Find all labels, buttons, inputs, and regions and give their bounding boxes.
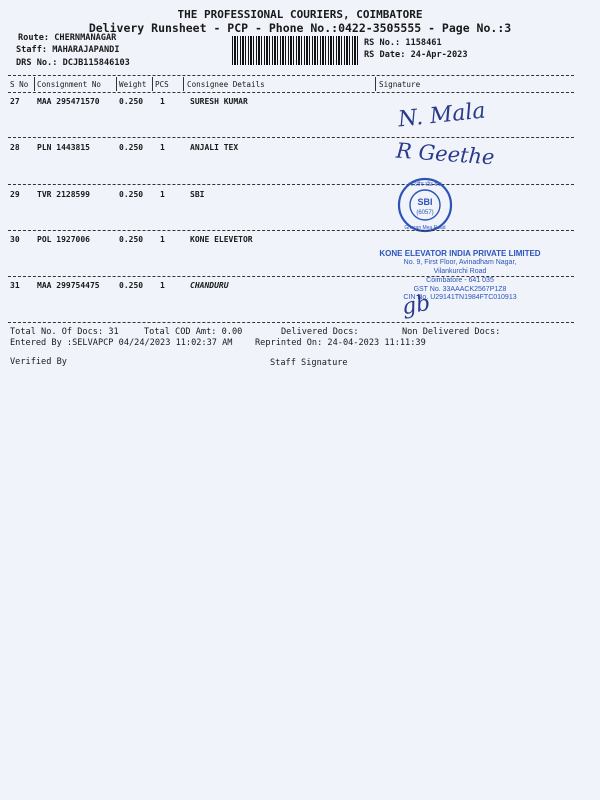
staff-signature-label: Staff Signature xyxy=(270,358,348,368)
kone-stamp-address1: No. 9, First Floor, Avinadham Nagar, xyxy=(403,259,517,266)
row-27-pcs: 1 xyxy=(160,97,165,106)
route-value: CHERNMANAGAR xyxy=(54,33,117,43)
entered-by: Entered By :SELVAPCP 04/24/2023 11:02:37 AM xyxy=(10,338,233,348)
row-31-sno: 31 xyxy=(10,281,20,290)
kone-stamp-cin: CIN No. U29141TN1984FTC010913 xyxy=(403,294,517,301)
row-29-consignment: TVR 2128599 xyxy=(37,190,90,199)
sbi-stamp-top: भारतीय स्टेट बैंक xyxy=(408,182,442,188)
row-31-weight: 0.250 xyxy=(119,281,144,290)
col-signature: Signature xyxy=(379,80,421,89)
kone-stamp-address2: Vilankurchi Road xyxy=(433,268,487,275)
staff-label: Staff: xyxy=(16,45,48,55)
staff-value: MAHARAJAPANDI xyxy=(52,45,120,55)
col-pcs: PCS xyxy=(155,80,169,89)
row-28-weight: 0.250 xyxy=(119,143,144,152)
col-divider xyxy=(375,77,376,91)
total-docs-value: 31 xyxy=(108,327,119,337)
staff-line xyxy=(16,45,120,55)
row-separator xyxy=(8,230,574,231)
rs-date-value: 24-Apr-2023 xyxy=(410,50,468,60)
row-separator xyxy=(8,137,574,138)
row-29-sno: 29 xyxy=(10,190,20,199)
row-31-pcs: 1 xyxy=(160,281,165,290)
sbi-stamp-bottom: Gheran Mea Road xyxy=(404,225,446,231)
col-divider xyxy=(116,77,117,91)
route-line xyxy=(18,33,116,43)
row-29-consignee: SBI xyxy=(190,190,205,199)
row-31-signature: gb xyxy=(400,290,433,321)
row-31-consignment: MAA 299754475 xyxy=(37,281,100,290)
table-top-rule xyxy=(8,75,574,76)
route-label: Route: xyxy=(18,33,50,43)
row-30-sno: 30 xyxy=(10,235,20,244)
col-divider xyxy=(34,77,35,91)
rs-date-label: RS Date: xyxy=(364,50,406,60)
rs-no-value: 1158461 xyxy=(405,38,442,48)
row-28-signature: R Geethe xyxy=(395,138,496,170)
reprinted-on: Reprinted On: 24-04-2023 11:11:39 xyxy=(255,338,426,348)
kone-stamp-city: Coimbatore - 641 035 xyxy=(426,277,494,284)
row-29-pcs: 1 xyxy=(160,190,165,199)
row-28-sno: 28 xyxy=(10,143,20,152)
row-30-weight: 0.250 xyxy=(119,235,144,244)
total-docs-label: Total No. Of Docs: xyxy=(10,327,104,337)
col-divider xyxy=(183,77,184,91)
runsheet-subtitle: Delivery Runsheet - PCP - Phone No.:0422-3505555 - Page No.:3 xyxy=(88,21,512,35)
col-weight: Weight xyxy=(119,80,147,89)
barcode xyxy=(232,36,358,65)
row-28-pcs: 1 xyxy=(160,143,165,152)
rs-date-line xyxy=(364,50,468,60)
sbi-stamp-code: (6057) xyxy=(416,210,434,216)
row-29-weight: 0.250 xyxy=(119,190,144,199)
row-27-consignee: SURESH KUMAR xyxy=(190,97,248,106)
row-31-consignee: CHANDURU xyxy=(190,281,229,290)
kone-stamp-gst: GST No. 33AAACK2567P1Z8 xyxy=(413,286,507,293)
row-27-weight: 0.250 xyxy=(119,97,144,106)
row-28-consignee: ANJALI TEX xyxy=(190,143,239,152)
row-separator xyxy=(8,184,574,185)
totals-line xyxy=(10,327,119,337)
cod-label: Total COD Amt: xyxy=(144,327,217,337)
row-30-consignment: POL 1927006 xyxy=(37,235,90,244)
row-27-sno: 27 xyxy=(10,97,20,106)
row-28-consignment: PLN 1443815 xyxy=(37,143,90,152)
rs-no-line xyxy=(364,38,442,48)
row-27-signature: N. Mala xyxy=(396,98,487,133)
cod-line xyxy=(144,327,242,337)
cod-value: 0.00 xyxy=(221,327,243,337)
col-sno: S No xyxy=(10,80,29,89)
verified-by: Verified By xyxy=(10,357,67,367)
delivered-docs-label: Delivered Docs: xyxy=(281,327,359,337)
kone-stamp-name: KONE ELEVATOR INDIA PRIVATE LIMITED xyxy=(379,249,541,258)
table-bottom-rule xyxy=(8,322,574,323)
row-27-consignment: MAA 295471570 xyxy=(37,97,100,106)
table-header-rule xyxy=(8,92,574,93)
drs-line xyxy=(16,58,130,68)
drs-value: DCJB115846103 xyxy=(62,58,130,68)
col-consignee: Consignee Details xyxy=(187,80,265,89)
sbi-stamp-center: SBI xyxy=(417,197,433,207)
row-30-pcs: 1 xyxy=(160,235,165,244)
row-30-consignee: KONE ELEVETOR xyxy=(190,235,253,244)
rs-no-label: RS No.: xyxy=(364,38,401,48)
col-consignment: Consignment No xyxy=(37,80,102,89)
non-delivered-docs-label: Non Delivered Docs: xyxy=(402,327,501,337)
col-divider xyxy=(152,77,153,91)
drs-label: DRS No.: xyxy=(16,58,58,68)
company-title: THE PROFESSIONAL COURIERS, COIMBATORE xyxy=(177,8,423,21)
sbi-stamp xyxy=(396,174,454,236)
